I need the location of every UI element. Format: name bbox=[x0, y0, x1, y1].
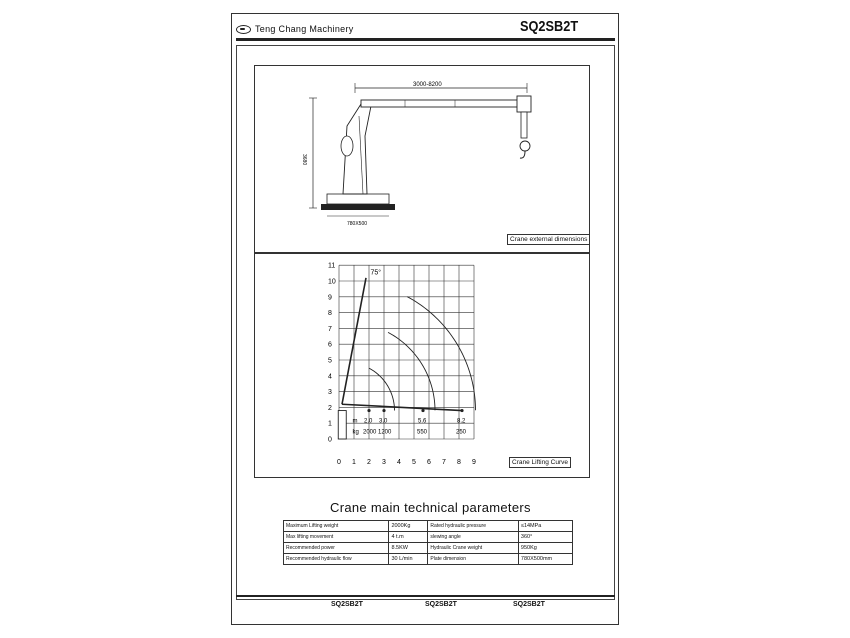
y-tick-label: 5 bbox=[328, 357, 332, 365]
x-tick-label: 1 bbox=[352, 459, 356, 466]
parameter-value: 780X500mm bbox=[518, 554, 572, 565]
parameter-value: ≤14MPa bbox=[518, 521, 572, 532]
lifting-point-marker bbox=[460, 409, 463, 412]
height-dimension-label: 3680 bbox=[301, 154, 307, 166]
header-rule bbox=[236, 38, 615, 41]
load-value-label: 550 bbox=[417, 429, 428, 436]
lifting-curve-panel bbox=[254, 253, 590, 478]
load-value-label: 1200 bbox=[378, 429, 392, 436]
radius-value-label: 5.6 bbox=[418, 418, 427, 425]
y-tick-label: 10 bbox=[328, 278, 336, 286]
parameter-row bbox=[284, 543, 573, 554]
company-brand bbox=[236, 24, 354, 34]
lifting-envelope-arc bbox=[407, 297, 475, 411]
max-angle-label: 75° bbox=[370, 269, 382, 277]
x-tick-label: 4 bbox=[397, 459, 401, 466]
parameter-value: 4 t.m bbox=[389, 532, 428, 543]
y-tick-label: 11 bbox=[328, 262, 336, 270]
parameters-table bbox=[283, 520, 573, 565]
dimension-caption: Crane external dimensions bbox=[507, 234, 590, 245]
y-tick-label: 9 bbox=[328, 294, 332, 302]
reach-dimension-label: 3000-8200 bbox=[413, 82, 442, 88]
parameter-row bbox=[284, 554, 573, 565]
crane-column bbox=[338, 411, 346, 439]
parameter-label: Recommended hydraulic flow bbox=[284, 554, 389, 565]
y-tick-label: 4 bbox=[328, 373, 332, 381]
parameter-label: Recommended power bbox=[284, 543, 389, 554]
radius-unit-label: m bbox=[352, 418, 358, 425]
footer-model-label-left: SQ2SB2T bbox=[331, 601, 363, 608]
footer-rule bbox=[236, 595, 615, 597]
load-value-label: 250 bbox=[456, 429, 467, 436]
x-tick-label: 0 bbox=[337, 459, 341, 466]
y-tick-label: 1 bbox=[328, 420, 332, 428]
lifting-point-marker bbox=[421, 409, 424, 412]
company-name: Teng Chang Machinery bbox=[255, 24, 354, 34]
radius-value-label: 2.0 bbox=[364, 418, 373, 425]
radius-value-label: 8.2 bbox=[457, 418, 466, 425]
y-tick-label: 7 bbox=[328, 325, 332, 333]
x-tick-label: 7 bbox=[442, 459, 446, 466]
parameter-row bbox=[284, 532, 573, 543]
model-title: SQ2SB2T bbox=[520, 18, 579, 35]
footer-model-label-center: SQ2SB2T bbox=[425, 601, 457, 608]
x-tick-label: 8 bbox=[457, 459, 461, 466]
parameters-title: Crane main technical parameters bbox=[330, 500, 531, 515]
parameter-value: 950Kg bbox=[518, 543, 572, 554]
footer-model-label-right: SQ2SB2T bbox=[513, 601, 545, 608]
x-tick-label: 9 bbox=[472, 459, 476, 466]
parameter-value: 360° bbox=[518, 532, 572, 543]
load-value-label: 2000 bbox=[363, 429, 377, 436]
parameter-value: 30 L/min bbox=[389, 554, 428, 565]
parameter-row bbox=[284, 521, 573, 532]
lifting-envelope-arc bbox=[369, 368, 394, 410]
radius-value-label: 3.0 bbox=[379, 418, 388, 425]
dimension-panel bbox=[254, 65, 590, 253]
y-tick-label: 2 bbox=[328, 404, 332, 412]
parameter-label: Plate dimension bbox=[428, 554, 519, 565]
x-tick-label: 6 bbox=[427, 459, 431, 466]
load-unit-label: kg bbox=[352, 429, 359, 436]
parameter-label: slewing angle bbox=[428, 532, 519, 543]
company-logo-icon bbox=[236, 25, 251, 34]
base-dimension-label: 780X500 bbox=[347, 221, 368, 227]
parameter-label: Max lifting movement bbox=[284, 532, 389, 543]
parameter-value: 2000Kg bbox=[389, 521, 428, 532]
lifting-curve-chart bbox=[255, 254, 589, 477]
y-tick-label: 3 bbox=[328, 389, 332, 397]
x-tick-label: 5 bbox=[412, 459, 416, 466]
parameter-value: 8.5KW bbox=[389, 543, 428, 554]
lifting-point-marker bbox=[382, 409, 385, 412]
x-tick-label: 2 bbox=[367, 459, 371, 466]
y-tick-label: 0 bbox=[328, 436, 332, 444]
parameter-label: Hydraulic Crane weight bbox=[428, 543, 519, 554]
parameter-label: Maximum Lifting weight bbox=[284, 521, 389, 532]
lifting-curve-caption: Crane Lifting Curve bbox=[509, 457, 571, 468]
x-tick-label: 3 bbox=[382, 459, 386, 466]
crane-dimension-drawing bbox=[255, 66, 589, 252]
parameter-label: Rated hydraulic pressure bbox=[428, 521, 519, 532]
y-tick-label: 8 bbox=[328, 310, 332, 318]
y-tick-label: 6 bbox=[328, 341, 332, 349]
lifting-point-marker bbox=[367, 409, 370, 412]
